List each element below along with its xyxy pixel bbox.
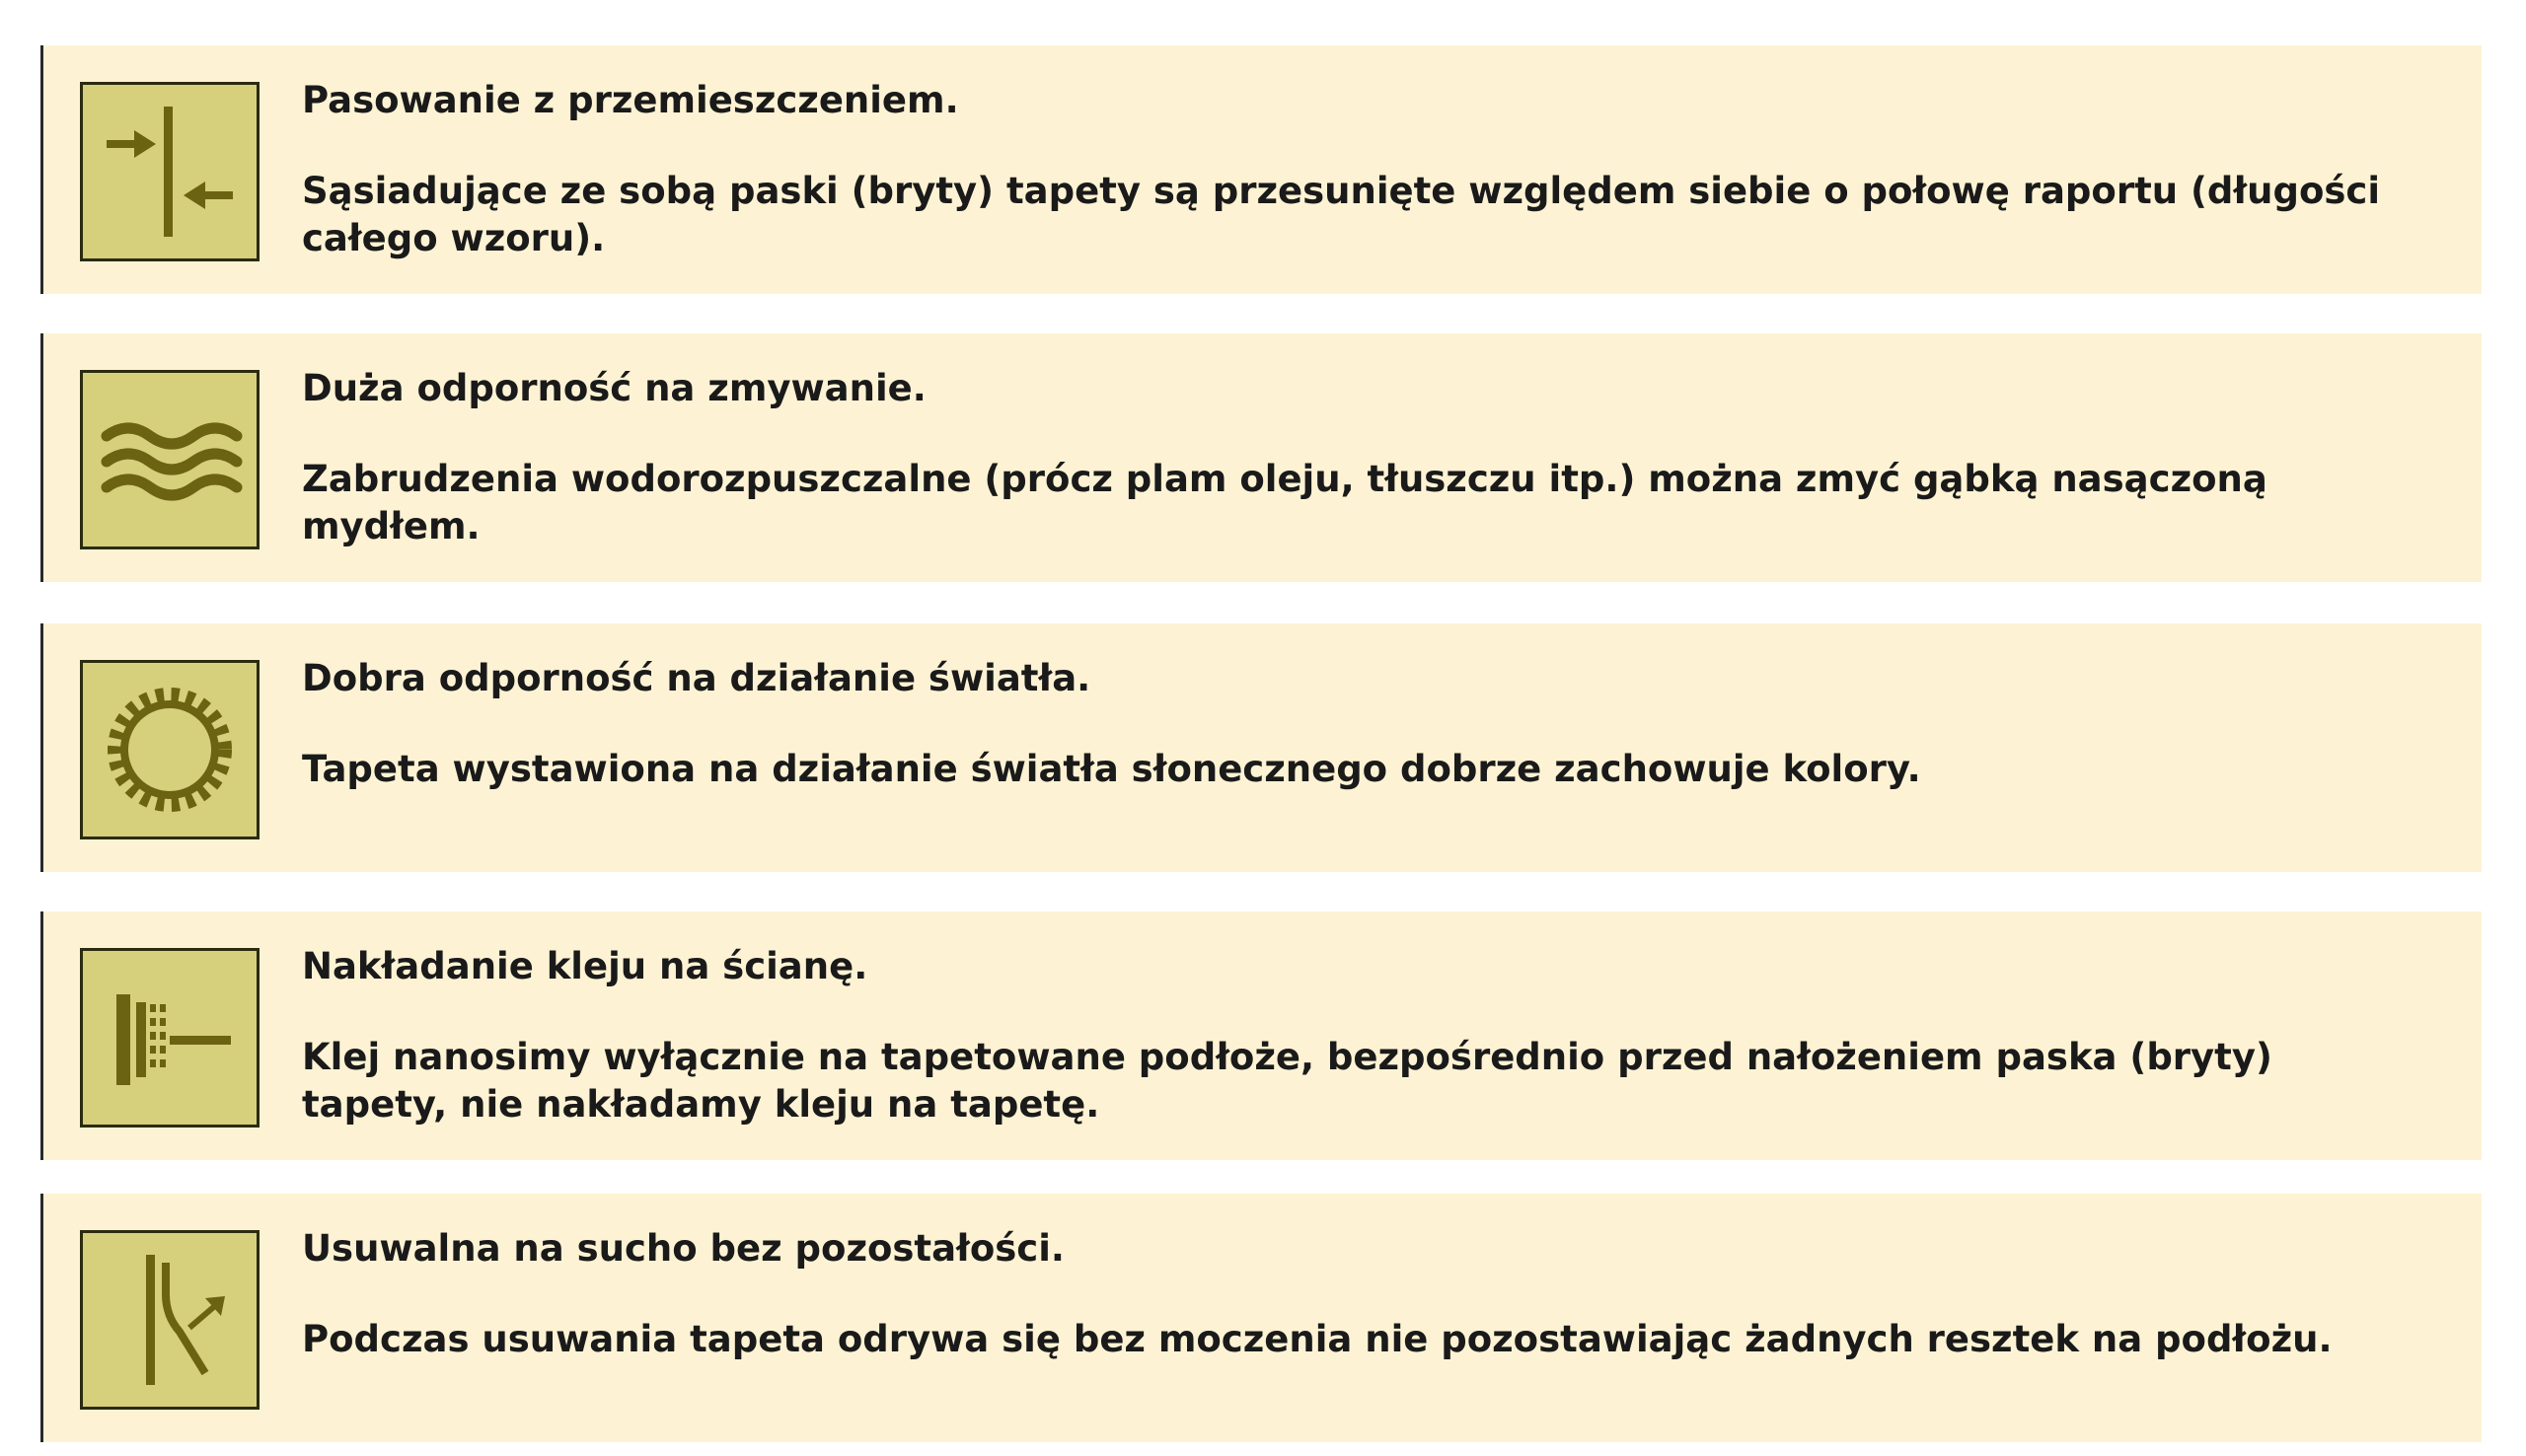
- sun-light-fastness-icon: [80, 660, 260, 839]
- symbol-panel-paste-the-wall: [40, 911, 2482, 1160]
- dry-strippable-icon: [80, 1230, 260, 1410]
- symbol-description: Klej nanosimy wyłącznie na tapetowane podłoże, bezpośrednio przed nałożeniem paska (bryty) tapety, nie nakładamy kleju na tapetę.: [302, 1036, 2272, 1126]
- symbol-description: Podczas usuwania tapeta odrywa się bez moczenia nie pozostawiając żadnych resztek na podłożu.: [302, 1318, 2333, 1360]
- symbol-panel-offset-match: [40, 45, 2482, 294]
- washable-waves-icon: [80, 370, 260, 549]
- symbol-panel-light-fastness: [40, 623, 2482, 872]
- symbol-text: [302, 365, 2422, 550]
- symbol-text: [302, 1225, 2422, 1363]
- symbol-text: [302, 77, 2422, 262]
- dry-strippable-icon-graphic: [83, 1233, 257, 1407]
- symbol-title: Duża odporność na zmywanie.: [302, 367, 927, 409]
- symbol-panel-dry-strippable: [40, 1194, 2482, 1442]
- sun-light-fastness-icon-graphic: [83, 663, 257, 837]
- offset-match-icon: [80, 82, 260, 261]
- symbol-text: [302, 655, 2422, 793]
- symbol-title: Nakładanie kleju na ścianę.: [302, 945, 868, 987]
- washable-waves-icon-graphic: [83, 373, 257, 546]
- paste-the-wall-icon-graphic: [83, 951, 257, 1125]
- offset-match-icon-graphic: [83, 85, 257, 258]
- symbol-description: Tapeta wystawiona na działanie światła słonecznego dobrze zachowuje kolory.: [302, 748, 1921, 790]
- symbol-title: Dobra odporność na działanie światła.: [302, 657, 1091, 699]
- symbol-title: Pasowanie z przemieszczeniem.: [302, 79, 959, 121]
- symbol-text: [302, 943, 2422, 1128]
- symbol-title: Usuwalna na sucho bez pozostałości.: [302, 1227, 1065, 1270]
- symbol-description: Zabrudzenia wodorozpuszczalne (prócz plam oleju, tłuszczu itp.) można zmyć gąbką nasączoną mydłem.: [302, 458, 2267, 547]
- symbol-panel-washable: [40, 333, 2482, 582]
- symbol-description: Sąsiadujące ze sobą paski (bryty) tapety są przesunięte względem siebie o połowę raportu (długości całego wzoru).: [302, 170, 2381, 259]
- paste-the-wall-icon: [80, 948, 260, 1128]
